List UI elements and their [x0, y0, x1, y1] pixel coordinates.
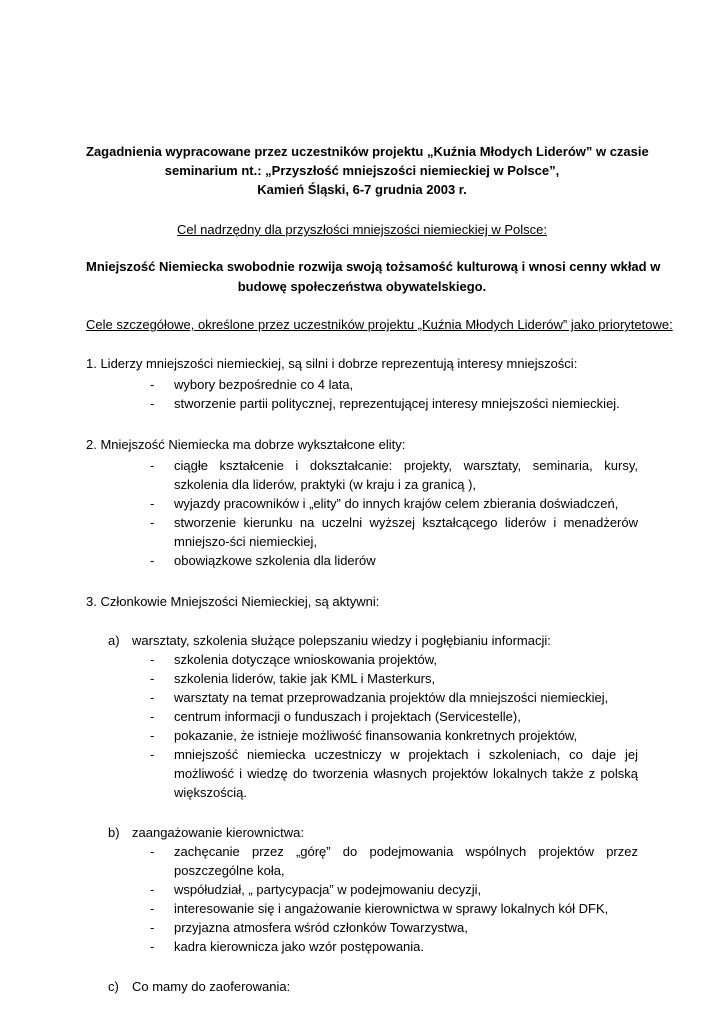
section-3: [86, 592, 638, 996]
dash-bullet: -: [150, 458, 155, 473]
title-line-3: Kamień Śląski, 6-7 grudnia 2003 r.: [257, 182, 467, 197]
list-item-text: ciągłe kształcenie i dokształcanie: projekty, warsztaty, seminaria, kursy, szkolenia dla liderów, praktyki (w kraju i za granicą ),: [174, 458, 638, 492]
list-item: [86, 551, 638, 570]
list-item-text: obowiązkowe szkolenia dla liderów: [174, 553, 376, 568]
subsection-title: Co mamy do zaoferowania:: [132, 979, 291, 994]
list-item-text: wybory bezpośrednie co 4 lata,: [174, 377, 354, 392]
section-2: [86, 435, 638, 570]
section-title: 3. Członkowie Mniejszości Niemieckiej, są aktywni:: [86, 594, 380, 609]
list-item: [86, 669, 638, 688]
subsection-c: [86, 977, 638, 996]
subsection-a: [86, 631, 638, 650]
list-item: [86, 842, 638, 880]
bullet-list: [86, 842, 638, 956]
list-item-text: stworzenie kierunku na uczelni wyższej kształcącego liderów i menadżerów mniejszo-ści niemieckiej,: [174, 515, 638, 549]
list-item-text: warsztaty na temat przeprowadzania projektów dla mniejszości niemieckiej,: [174, 690, 609, 705]
title-line-2: seminarium nt.: „Przyszłość mniejszości niemieckiej w Polsce”,: [164, 163, 560, 178]
subsection-b: [86, 823, 638, 842]
list-item: [86, 375, 638, 394]
section-1: [86, 354, 638, 413]
subsection-letter: a): [108, 633, 120, 648]
section-title: 1. Liderzy mniejszości niemieckiej, są silni i dobrze reprezentują interesy mniejszości:: [86, 356, 578, 371]
dash-bullet: -: [150, 728, 155, 743]
dash-bullet: -: [150, 709, 155, 724]
list-item-text: centrum informacji o funduszach i projektach (Servicestelle),: [174, 709, 521, 724]
document-page: [86, 142, 673, 996]
section-title: 2. Mniejszość Niemiecka ma dobrze wykształcone elity:: [86, 437, 406, 452]
list-item: [86, 726, 638, 745]
subsection-title: zaangażowanie kierownictwa:: [132, 825, 304, 840]
dash-bullet: -: [150, 496, 155, 511]
dash-bullet: -: [150, 396, 155, 411]
goal-line-1: Mniejszość Niemiecka swobodnie rozwija swoją tożsamość kulturową i wnosi cenny wkład w: [86, 259, 661, 274]
list-item-text: stworzenie partii politycznej, reprezentującej interesy mniejszości niemieckiej.: [174, 396, 620, 411]
list-item: [86, 899, 638, 918]
list-item: [86, 745, 638, 802]
list-item: [86, 707, 638, 726]
dash-bullet: -: [150, 652, 155, 667]
detailed-goals-heading: Cele szczegółowe, określone przez uczestników projektu „Kuźnia Młodych Liderów” jako priorytetowe:: [86, 317, 673, 332]
list-item: [86, 918, 638, 937]
list-item-text: przyjazna atmosfera wśród członków Towarzystwa,: [174, 920, 468, 935]
list-item: [86, 688, 638, 707]
subsection-title: warsztaty, szkolenia służące polepszaniu wiedzy i pogłębianiu informacji:: [132, 633, 551, 648]
subsection-letter: c): [108, 979, 119, 994]
main-goal-heading: Cel nadrzędny dla przyszłości mniejszości niemieckiej w Polsce:: [177, 222, 547, 237]
list-item-text: interesowanie się i angażowanie kierownictwa w sprawy lokalnych kół DFK,: [174, 901, 609, 916]
list-item-text: kadra kierownicza jako wzór postępowania.: [174, 939, 425, 954]
document-title: [86, 142, 649, 199]
list-item-text: wyjazdy pracowników i „elity” do innych krajów celem zbierania doświadczeń,: [174, 496, 619, 511]
dash-bullet: -: [150, 553, 155, 568]
dash-bullet: -: [150, 690, 155, 705]
dash-bullet: -: [150, 920, 155, 935]
dash-bullet: -: [150, 882, 155, 897]
list-item: [86, 456, 638, 494]
list-item: [86, 650, 638, 669]
bullet-list: [86, 375, 638, 413]
dash-bullet: -: [150, 515, 155, 530]
main-goal-statement: [86, 257, 661, 297]
title-line-1: Zagadnienia wypracowane przez uczestników projektu „Kuźnia Młodych Liderów” w czasie: [86, 144, 649, 159]
list-item-text: współudział, „ partycypacja” w podejmowaniu decyzji,: [174, 882, 482, 897]
list-item-text: zachęcanie przez „górę” do podejmowania wspólnych projektów przez poszczególne koła,: [174, 844, 638, 878]
list-item: [86, 394, 638, 413]
subsection-letter: b): [108, 825, 120, 840]
dash-bullet: -: [150, 939, 155, 954]
list-item: [86, 937, 638, 956]
list-item-text: szkolenia dotyczące wnioskowania projektów,: [174, 652, 438, 667]
dash-bullet: -: [150, 377, 155, 392]
list-item-text: mniejszość niemiecka uczestniczy w projektach i szkoleniach, co daje jej możliwość i wiedzę do tworzenia własnych projektów lokalnych także z polską większością.: [174, 747, 638, 800]
list-item: [86, 880, 638, 899]
list-item-text: pokazanie, że istnieje możliwość finansowania konkretnych projektów,: [174, 728, 578, 743]
dash-bullet: -: [150, 671, 155, 686]
list-item: [86, 513, 638, 551]
dash-bullet: -: [150, 901, 155, 916]
dash-bullet: -: [150, 747, 155, 762]
bullet-list: [86, 650, 638, 802]
dash-bullet: -: [150, 844, 155, 859]
list-item: [86, 494, 638, 513]
list-item-text: szkolenia liderów, takie jak KML i Masterkurs,: [174, 671, 436, 686]
goal-line-2: budowę społeczeństwa obywatelskiego.: [237, 279, 487, 294]
bullet-list: [86, 456, 638, 570]
